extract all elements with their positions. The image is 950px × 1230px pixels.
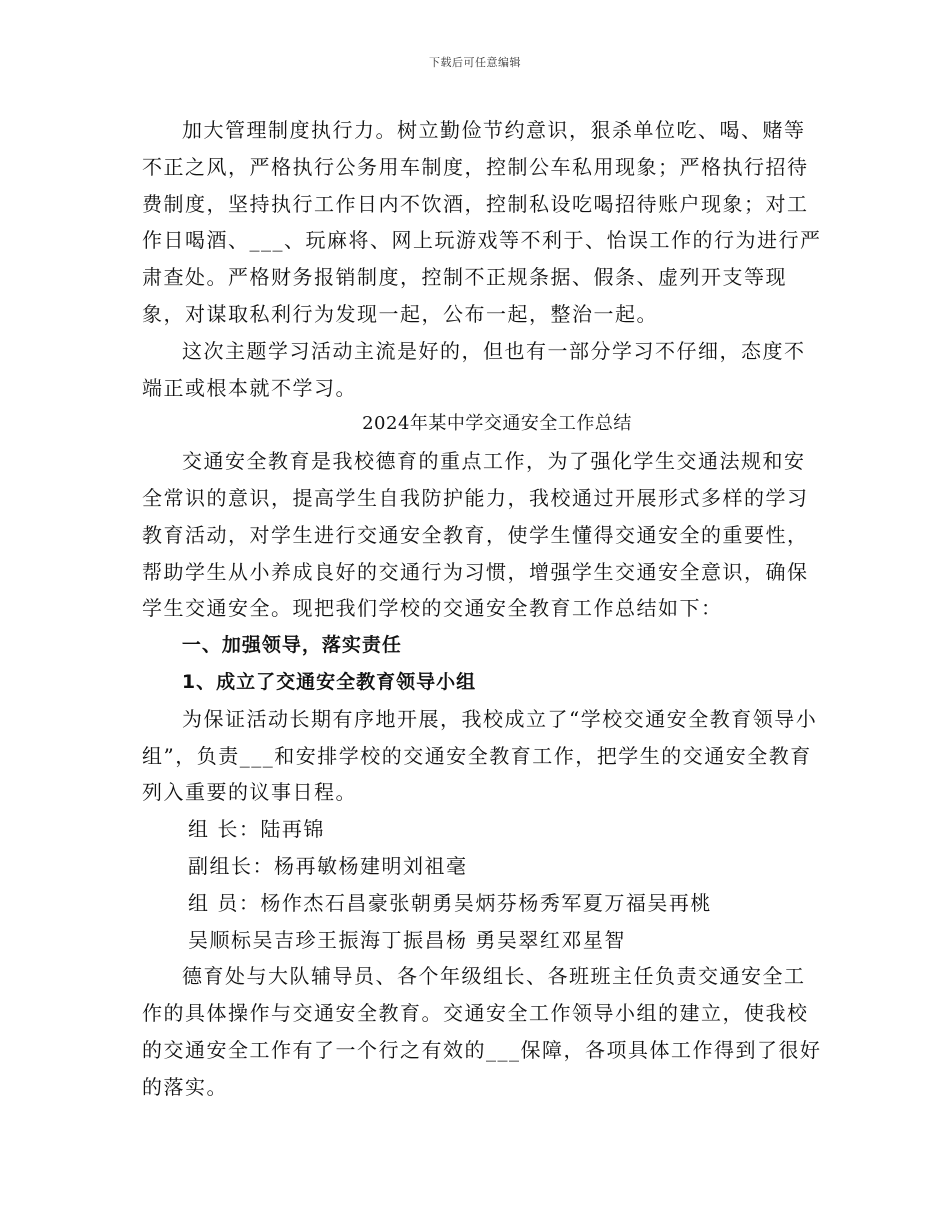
paragraph-study-activity: 这次主题学习活动主流是好的，但也有一部分学习不仔细，态度不端正或根本就不学习。	[142, 338, 806, 400]
subsection-heading-1: 1、成立了交通安全教育领导小组	[181, 670, 477, 693]
group-leader-line: 组 长：陆再锦	[188, 817, 325, 842]
document-body	[142, 112, 822, 1106]
paragraph-management: 加大管理制度执行力。树立勤俭节约意识，狠杀单位吃、喝、赌等不正之风，严格执行公务用车制度，控制公车私用现象；严格执行招待费制度，坚持执行工作日内不饮酒，控制私设吃喝招待账户现象；对工作日喝酒、___、玩麻将、网上玩游戏等不利于、怡误工作的行为进行严肃查处。严格财务报销制度，控制不正规条据、假条、虚列开支等现象，对谋取私利行为发现一起，公布一起，整治一起。	[142, 118, 822, 326]
section-heading-1: 一、加强领导，落实责任	[181, 634, 402, 657]
deputy-leader-line: 副组长：杨再敏杨建明刘祖毫	[188, 853, 468, 878]
members-line-1: 组 员：杨作杰石昌豪张朝勇吴炳芬杨秀军夏万福吴再桃	[188, 890, 712, 915]
members-line-2: 吴顺标吴吉珍王振海丁振昌杨 勇吴翠红邓星智	[188, 927, 626, 952]
paragraph-responsibility: 德育处与大队辅导员、各个年级组长、各班班主任负责交通安全工作的具体操作与交通安全教育。交通安全工作领导小组的建立，使我校的交通安全工作有了一个行之有效的___保障，各项具体工作得到了很好的落实。	[142, 964, 822, 1099]
paragraph-leadership-group: 为保证活动长期有序地开展，我校成立了“学校交通安全教育领导小组”，负责___和安排学校的交通安全教育工作，把学生的交通安全教育列入重要的议事日程。	[142, 706, 818, 805]
document-title: 2024年某中学交通安全工作总结	[362, 413, 632, 435]
paragraph-intro: 交通安全教育是我校德育的重点工作，为了强化学生交通法规和安全常识的意识，提高学生自我防护能力，我校通过开展形式多样的学习教育活动，对学生进行交通安全教育，使学生懂得交通安全的重要性，帮助学生从小养成良好的交通行为习惯，增强学生交通安全意识，确保学生交通安全。现把我们学校的交通安全教育工作总结如下：	[142, 449, 809, 621]
page-header: 下载后可任意编辑	[429, 56, 521, 69]
